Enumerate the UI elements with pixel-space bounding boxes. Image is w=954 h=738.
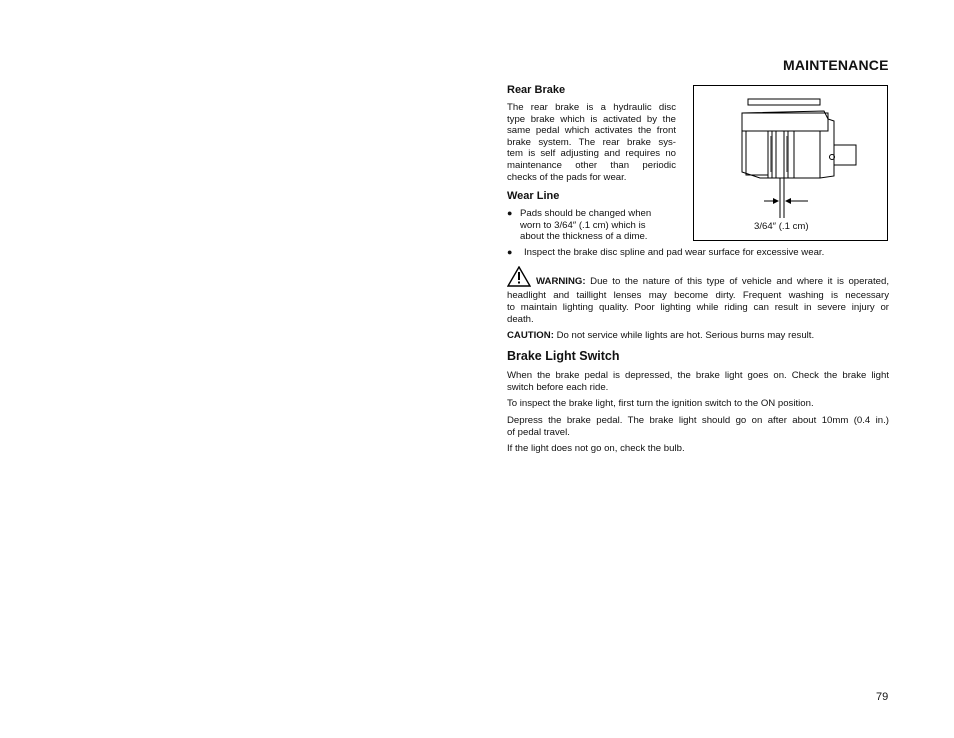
text-line: maintenance other than periodic	[507, 159, 676, 171]
caution-text: Do not service while lights are hot. Serious burns may result.	[556, 330, 815, 341]
warning-body	[507, 290, 889, 325]
brake-caliper-drawing	[694, 86, 887, 240]
paragraph	[507, 443, 889, 455]
rear-brake-paragraph	[507, 102, 676, 183]
text-line: checks of the pads for wear.	[507, 171, 627, 183]
rear-brake-heading: Rear Brake	[507, 84, 566, 96]
paragraph	[507, 415, 889, 439]
warning-text: Due to the nature of this type of vehicle and where it is operated,	[590, 276, 889, 287]
text-line: about the thickness of a dime.	[520, 231, 648, 243]
brake-light-switch-heading: Brake Light Switch	[507, 349, 620, 363]
text-line: same pedal which activates the front	[507, 125, 676, 137]
figure-label: 3/64″ (.1 cm)	[754, 221, 809, 232]
inspect-text: Inspect the brake disc spline and pad wear surface for excessive wear.	[524, 247, 825, 258]
paragraph	[507, 398, 889, 410]
text-line: headlight and taillight lenses may become dirty. Frequent washing is necessary	[507, 290, 889, 301]
text-line: If the light does not go on, check the bulb.	[507, 443, 685, 454]
warning-label: WARNING:	[536, 276, 586, 287]
text-line: Depress the brake pedal. The brake light should go on after about 10mm (0.4 in.)	[507, 415, 889, 426]
text-line: death.	[507, 313, 534, 325]
text-line: tem is self adjusting and requires no	[507, 148, 676, 160]
text-line: To inspect the brake light, first turn the ignition switch to the ON position.	[507, 398, 814, 409]
inspect-bullet	[507, 247, 889, 259]
text-line: switch before each ride.	[507, 381, 609, 393]
text-line: of pedal travel.	[507, 426, 570, 438]
text-line: The rear brake is a hydraulic disc	[507, 102, 676, 113]
text-line: Pads should be changed when	[520, 208, 652, 219]
bullet-icon: ●	[507, 208, 513, 218]
page-number: 79	[876, 691, 889, 703]
text-line: When the brake pedal is depressed, the brake light goes on. Check the brake light	[507, 370, 889, 381]
section-title: MAINTENANCE	[783, 57, 889, 73]
text-line: type brake which is activated by the	[507, 113, 676, 125]
wear-line-heading: Wear Line	[507, 190, 560, 202]
text-line: brake system. The rear brake sys-	[507, 136, 676, 148]
caution-line	[507, 330, 889, 342]
caution-label: CAUTION:	[507, 330, 554, 341]
text-line: to maintain lighting quality. Poor lighting while riding can result in severe injury or	[507, 301, 889, 313]
bullet-icon: ●	[507, 247, 513, 257]
paragraph	[507, 370, 889, 394]
text-line: worn to 3/64″ (.1 cm) which is	[520, 219, 646, 231]
warning-first-line	[536, 276, 889, 288]
brake-caliper-figure	[693, 85, 888, 241]
warning-triangle-icon	[507, 266, 531, 287]
wear-line-bullet	[507, 208, 682, 243]
